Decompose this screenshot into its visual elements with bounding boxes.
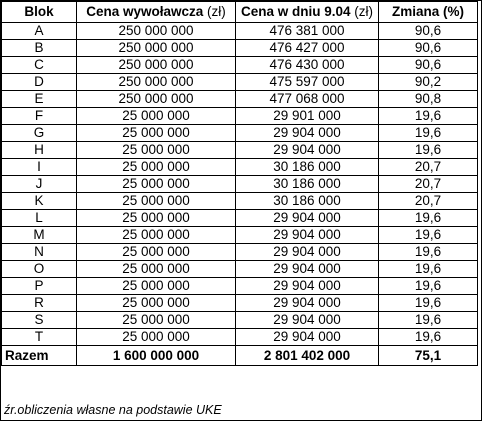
cell-cena-wywolawcza: 25 000 000: [77, 261, 236, 278]
cell-zmiana: 90,6: [379, 23, 478, 40]
cell-blok: M: [2, 227, 77, 244]
cell-zmiana: 19,6: [379, 125, 478, 142]
cell-zmiana: 90,8: [379, 91, 478, 108]
cell-cena-wywolawcza: 25 000 000: [77, 125, 236, 142]
cell-cena-wywolawcza: 25 000 000: [77, 193, 236, 210]
total-label: Razem: [2, 346, 77, 366]
cell-cena-w-dniu: 475 597 000: [236, 74, 379, 91]
cell-blok: S: [2, 312, 77, 329]
cell-blok: K: [2, 193, 77, 210]
cell-blok: T: [2, 329, 77, 346]
table-row: [2, 227, 478, 244]
table-row: [2, 108, 478, 125]
cell-cena-w-dniu: 29 904 000: [236, 244, 379, 261]
cell-blok: I: [2, 159, 77, 176]
cell-cena-wywolawcza: 25 000 000: [77, 176, 236, 193]
cell-zmiana: 20,7: [379, 176, 478, 193]
cell-blok: H: [2, 142, 77, 159]
cell-cena-wywolawcza: 250 000 000: [77, 74, 236, 91]
cell-cena-wywolawcza: 250 000 000: [77, 57, 236, 74]
cell-cena-w-dniu: 476 427 000: [236, 40, 379, 57]
cell-cena-w-dniu: 29 904 000: [236, 210, 379, 227]
cell-cena-wywolawcza: 25 000 000: [77, 159, 236, 176]
cell-zmiana: 19,6: [379, 278, 478, 295]
cell-cena-wywolawcza: 250 000 000: [77, 40, 236, 57]
total-zmiana: 75,1: [379, 346, 478, 366]
cell-cena-wywolawcza: 25 000 000: [77, 295, 236, 312]
cell-blok: O: [2, 261, 77, 278]
header-zmiana: Zmiana (%): [379, 2, 478, 23]
cell-blok: E: [2, 91, 77, 108]
cell-cena-w-dniu: 30 186 000: [236, 159, 379, 176]
cell-cena-w-dniu: 29 904 000: [236, 261, 379, 278]
cell-cena-w-dniu: 29 904 000: [236, 125, 379, 142]
cell-cena-w-dniu: 29 904 000: [236, 295, 379, 312]
cell-cena-w-dniu: 29 904 000: [236, 278, 379, 295]
table-row: [2, 142, 478, 159]
cell-cena-wywolawcza: 25 000 000: [77, 312, 236, 329]
cell-cena-wywolawcza: 25 000 000: [77, 278, 236, 295]
cell-blok: P: [2, 278, 77, 295]
cell-cena-w-dniu: 29 904 000: [236, 312, 379, 329]
total-cena-w-dniu: 2 801 402 000: [236, 346, 379, 366]
table-row: [2, 40, 478, 57]
header-cena-wywolawcza-unit: (zł): [207, 4, 226, 19]
table-row: [2, 261, 478, 278]
cell-blok: N: [2, 244, 77, 261]
table-row: [2, 312, 478, 329]
cell-zmiana: 20,7: [379, 193, 478, 210]
cell-cena-wywolawcza: 250 000 000: [77, 91, 236, 108]
header-cena-w-dniu-label: Cena w dniu 9.04: [240, 4, 351, 19]
cell-cena-w-dniu: 29 901 000: [236, 108, 379, 125]
cell-cena-w-dniu: 30 186 000: [236, 193, 379, 210]
cell-blok: G: [2, 125, 77, 142]
table-row: [2, 23, 478, 40]
cell-zmiana: 20,7: [379, 159, 478, 176]
cell-blok: B: [2, 40, 77, 57]
cell-blok: R: [2, 295, 77, 312]
cell-blok: F: [2, 108, 77, 125]
header-cena-wywolawcza: [77, 2, 236, 23]
cell-zmiana: 19,6: [379, 210, 478, 227]
source-note: źr.obliczenia własne na podstawie UKE: [4, 403, 222, 417]
total-row: [2, 346, 478, 366]
cell-cena-w-dniu: 29 904 000: [236, 329, 379, 346]
cell-zmiana: 90,6: [379, 57, 478, 74]
table-row: [2, 91, 478, 108]
cell-cena-w-dniu: 29 904 000: [236, 142, 379, 159]
table-row: [2, 125, 478, 142]
header-blok: Blok: [2, 2, 77, 23]
cell-zmiana: 90,2: [379, 74, 478, 91]
table-row: [2, 193, 478, 210]
cell-zmiana: 90,6: [379, 40, 478, 57]
cell-cena-w-dniu: 476 430 000: [236, 57, 379, 74]
cell-zmiana: 19,6: [379, 244, 478, 261]
cell-zmiana: 19,6: [379, 108, 478, 125]
cell-blok: L: [2, 210, 77, 227]
cell-cena-w-dniu: 29 904 000: [236, 227, 379, 244]
cell-zmiana: 19,6: [379, 312, 478, 329]
total-cena-wywolawcza: 1 600 000 000: [77, 346, 236, 366]
auction-prices-table: [1, 1, 478, 366]
cell-cena-wywolawcza: 25 000 000: [77, 244, 236, 261]
table-row: [2, 244, 478, 261]
cell-blok: D: [2, 74, 77, 91]
cell-cena-wywolawcza: 25 000 000: [77, 227, 236, 244]
cell-blok: J: [2, 176, 77, 193]
cell-cena-wywolawcza: 25 000 000: [77, 210, 236, 227]
cell-cena-w-dniu: 477 068 000: [236, 91, 379, 108]
table-header-row: [2, 2, 478, 23]
table-row: [2, 57, 478, 74]
table-row: [2, 295, 478, 312]
cell-cena-wywolawcza: 25 000 000: [77, 329, 236, 346]
cell-zmiana: 19,6: [379, 295, 478, 312]
cell-cena-w-dniu: 476 381 000: [236, 23, 379, 40]
cell-cena-wywolawcza: 25 000 000: [77, 142, 236, 159]
table-row: [2, 329, 478, 346]
cell-cena-w-dniu: 30 186 000: [236, 176, 379, 193]
table-row: [2, 74, 478, 91]
table-row: [2, 210, 478, 227]
cell-blok: A: [2, 23, 77, 40]
cell-zmiana: 19,6: [379, 142, 478, 159]
header-cena-w-dniu-unit: (zł): [354, 4, 374, 19]
cell-blok: C: [2, 57, 77, 74]
table-row: [2, 176, 478, 193]
cell-zmiana: 19,6: [379, 261, 478, 278]
table-row: [2, 159, 478, 176]
cell-cena-wywolawcza: 25 000 000: [77, 108, 236, 125]
cell-zmiana: 19,6: [379, 329, 478, 346]
table-row: [2, 278, 478, 295]
cell-cena-wywolawcza: 250 000 000: [77, 23, 236, 40]
header-cena-wywolawcza-label: Cena wywoławcza: [86, 4, 204, 19]
header-cena-w-dniu: [236, 2, 379, 23]
cell-zmiana: 19,6: [379, 227, 478, 244]
